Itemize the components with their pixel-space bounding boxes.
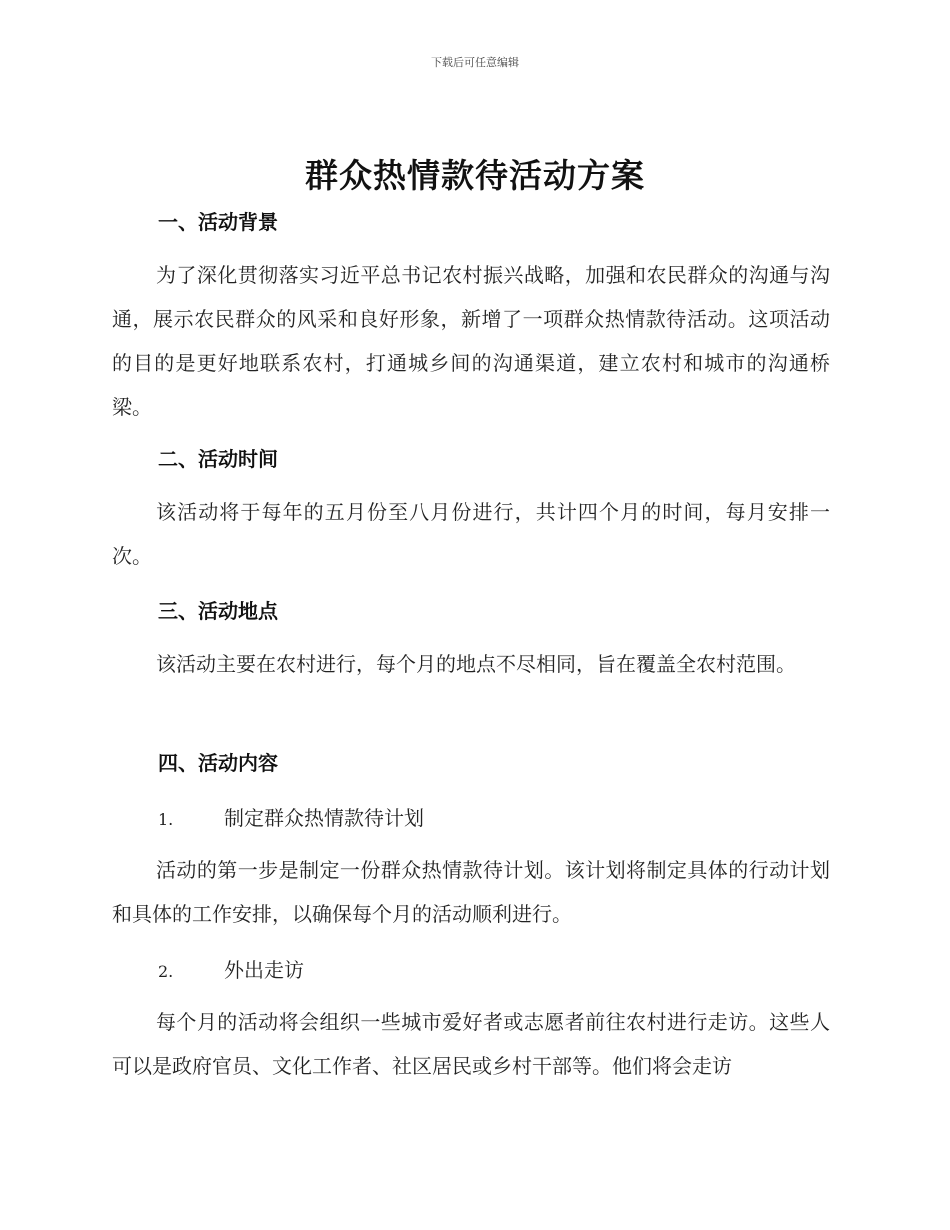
list-item-label: 制定群众热情款待计划 xyxy=(224,806,424,830)
list-item-label: 外出走访 xyxy=(224,958,304,982)
list-item-paragraph: 每个月的活动将会组织一些城市爱好者或志愿者前往农村进行走访。这些人可以是政府官员、文化工作者、社区居民或乡村干部等。他们将会走访 xyxy=(112,1010,830,1078)
section-heading-background: 一、活动背景 xyxy=(158,210,278,234)
list-item-number: 1. xyxy=(158,810,174,829)
section-heading-content: 四、活动内容 xyxy=(158,751,278,775)
section-heading-location: 三、活动地点 xyxy=(158,599,278,623)
document-title: 群众热情款待活动方案 xyxy=(305,156,645,195)
list-item-paragraph: 活动的第一步是制定一份群众热情款待计划。该计划将制定具体的行动计划和具体的工作安排，以确保每个月的活动顺利进行。 xyxy=(112,858,830,926)
list-item xyxy=(158,954,304,983)
list-item xyxy=(158,802,424,831)
section-paragraph-background: 为了深化贯彻落实习近平总书记农村振兴战略，加强和农民群众的沟通与沟通，展示农民群众的风采和良好形象，新增了一项群众热情款待活动。这项活动的目的是更好地联系农村，打通城乡间的沟通渠道，建立农村和城市的沟通桥梁。 xyxy=(112,263,830,419)
section-paragraph-time: 该活动将于每年的五月份至八月份进行，共计四个月的时间，每月安排一次。 xyxy=(112,500,830,568)
section-paragraph-location: 该活动主要在农村进行，每个月的地点不尽相同，旨在覆盖全农村范围。 xyxy=(156,652,796,676)
list-item-number: 2. xyxy=(158,962,174,981)
section-heading-time: 二、活动时间 xyxy=(158,447,278,471)
header-note: 下载后可任意编辑 xyxy=(431,56,519,69)
